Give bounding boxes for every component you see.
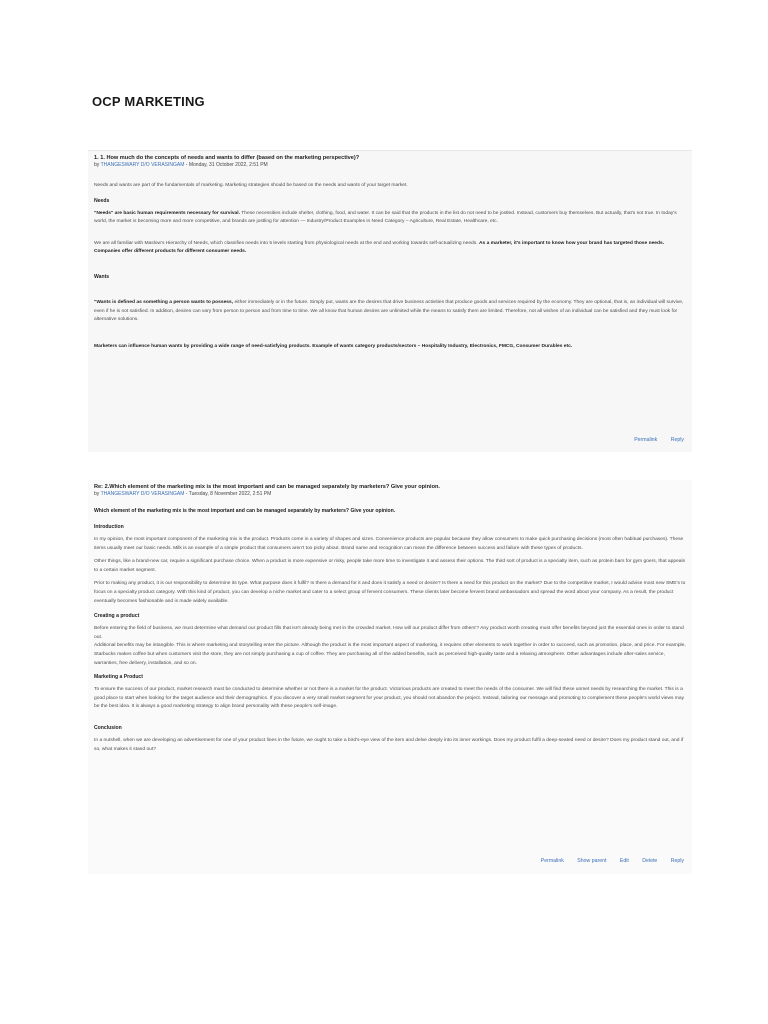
wants-bold: "Wants is defined as something a person wants to possess, [94,299,234,305]
forum-post-2 [88,480,692,874]
reply-link[interactable]: Reply [670,437,684,443]
forum-post-1 [88,150,692,452]
post-commands [529,858,684,864]
maslow-text: We are all familiar with Maslow's Hierarchy of Needs, which classifies needs into 5 levels starting from physiological needs at the end and working towards self-actualizing needs. [94,240,479,246]
intro-paragraph-2: Other things, like a brand-new car, require a significant purchase choice. When a product is more expensive or risky, people take more time to investigate it and assess their options. The third sort of product is a specialty item, such as protein bars for gym goers, that appeals to a certain market segment. [94,559,686,573]
post-byline [94,491,686,498]
by-label: by [94,491,100,497]
creating-paragraph-2: Additional benefits may be intangible. This is where marketing and storytelling enter the picture. Although the product is the most important aspect of marketing, it requires other elements to work together in order to succeed, such as promotion, place, and price. For example, Starbucks makes coffee but when customers visit the store, they are not simply purchasing a cup of coffee. They are purchasing all of the added benefits, such as perceived high-quality taste and a relaxing atmosphere. Other advantages include after-sales service, warranties, free delivery, installation, and so on. [94,643,686,666]
conclusion-heading: Conclusion [94,724,122,731]
delete-link[interactable]: Delete [642,858,658,864]
author-link[interactable]: THANGESWARY D/O VERASINGAM [100,162,185,168]
marketing-paragraph: To ensure the success of our product, market research must be conducted to determine whether or not there is a market for the product. Victorious products are created to meet the needs of the consumer. We will find these unmet needs by researching the market. This is a good place to start when looking for the target audience and their demographics. If you discover a very small market segment for your product, you should not abandon the project. Instead, tailoring our message and promoting to complement these people's world views may be the best idea. It is always a good marketing strategy to align brand personality with these people's self-image. [94,687,685,710]
permalink-link[interactable]: Permalink [634,437,658,443]
post-subject: 1. 1. How much do the concepts of needs and wants to differ (based on the marketing perspective)? [94,155,360,161]
post-subject: Re: 2.Which element of the marketing mix is the most important and can be managed separately by marketers? Give your opinion. [94,484,440,490]
permalink-link[interactable]: Permalink [540,858,564,864]
maslow-bold: As a marketer, it's important to know how your brand has targeted those needs. Companies offer different products for different consumer needs. [94,240,665,255]
creating-paragraph-1: Before entering the field of business, we must determine what demand our product fills that isn't already being met in the crowded market. How will our product differ from others'? Any product worth creating must offer benefits beyond just the essential ones in order to stand out. [94,626,684,640]
wants-text: either immediately or in the future. Simply put, wants are the desires that drive business activities that produce goods and services required by the economy. They are optional, that is, an individual will survive, even if he is not satisfied. In addition, desires can vary from person to person and from time to time. We all know that human desires are unlimited while the means to satisfy them are limited. Therefore, not all wishes of an individual can be satisfied and they must look for alternative solutions. [94,299,684,323]
introduction-heading: Introduction [94,524,124,530]
creating-heading: Creating a product [94,613,140,620]
wants-paragraph [94,299,686,325]
conclusion-paragraph: In a nutshell, when we are developing an advertisement for one of your product lines in the future, we ought to take a bird's-eye view of the item and delve deeply into its inner workings. Does my product fulfil a deep-seated need or desire? Does my product stand out, and if so, what makes it stand out? [94,737,684,752]
intro-paragraph: Needs and wants are part of the fundamentals of marketing. Marketing strategies should be based on the needs and wants of your target market. [94,183,408,188]
needs-paragraph [94,210,686,227]
edit-link[interactable]: Edit [619,858,629,864]
page-title: OCP MARKETING [92,94,205,109]
wants-heading: Wants [94,273,110,280]
show-parent-link[interactable]: Show parent [577,858,607,864]
needs-text: These necessities include shelter, clothing, food, and water. It can be said that the products in the list do not need to be jostled. Instead, customers buy themselves. But actually, that's not true. In today's world, the market is becoming more and more competitive, and brands are jostling for attention — Industry/Product Examples in Need Category – Agriculture, Real Estate, Healthcare, etc. [94,210,677,225]
marketing-heading: Marketing a Product [94,674,143,681]
needs-heading: Needs [94,197,110,204]
post-date: - Tuesday, 8 November 2022, 2:51 PM [185,491,272,497]
by-label: by [94,162,100,168]
author-link[interactable]: THANGESWARY D/O VERASINGAM [100,491,185,497]
reply-link[interactable]: Reply [670,858,684,864]
intro-paragraph-3: Prior to making any product, it is our responsibility to determine its type. What purpose does it fulfil? Is there a demand for it and does it satisfy a need or desire? Is there a need for this product on the market? Due to the competitive market, I would advise most new SME's to focus on a specialty product category. With this kind of product, you can develop a niche market and cater to a select group of fervent consumers. These clients later become fervent brand ambassadors and spread the word about your company. As a result, the product eventually becomes fashionable and is made widely available. [94,581,686,604]
question-heading: Which element of the marketing mix is the most important and can be managed separately by marketers? Give your opinion. [94,508,396,514]
intro-paragraph-1: In my opinion, the most important component of the marketing mix is the product. Products come in a variety of shapes and sizes. Convenience products are popular because they allow consumers to make quick purchasing decisions (most often habitual purchases). These items usually meet our basic needs. Milk is an example of a simple product that consumers aren't too picky about. Brand name and recognition can mean the difference between success and failure with these types of products. [94,537,684,551]
needs-bold: "Needs" are basic human requirements necessary for survival. [94,210,240,216]
wants-example: Marketers can influence human wants by providing a wide range of need-satisfying products. Example of wants category products/sectors – Hospitality Industry, Electronics, FMCG, Consumer Durables etc. [94,343,573,349]
post-commands [622,437,684,443]
maslow-paragraph [94,240,686,257]
post-byline [94,162,686,169]
post-date: - Monday, 31 October 2022, 2:51 PM [185,162,268,168]
